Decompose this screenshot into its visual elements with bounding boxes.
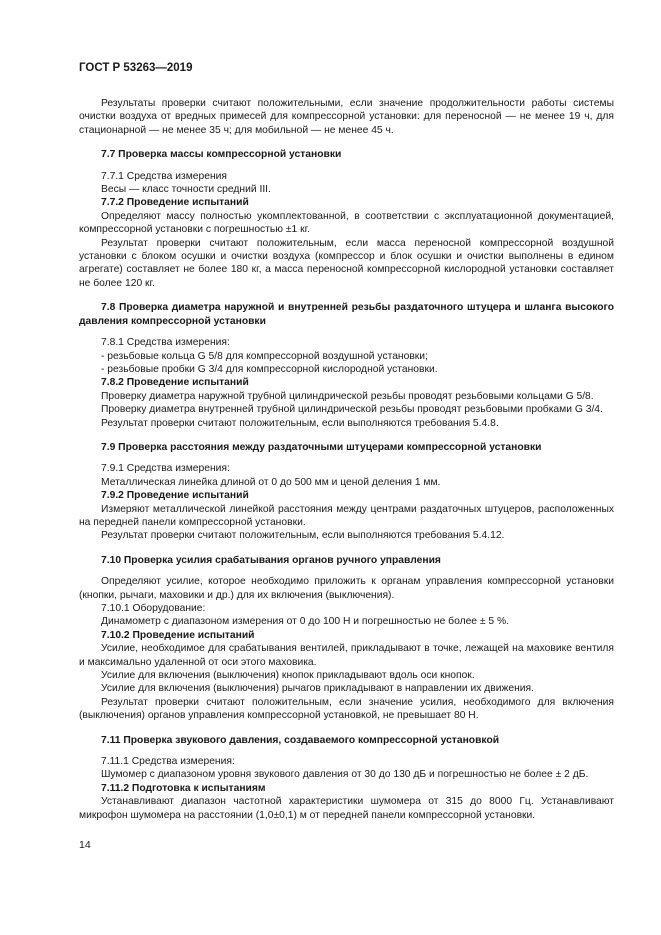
section-7-11-title: 7.11 Проверка звукового давления, создаваемого компрессорной установкой [101,734,500,746]
subsection-7-10-1: 7.10.1 Оборудование: [101,603,206,614]
paragraph: Определяют усилие, которое необходимо приложить к органам управления компрессорной установки (кнопки, рычаги, маховики и др.) для их включения (выключения). [79,576,614,601]
paragraph: Результат проверки считают положительным, если значение усилия, необходимого для включения (выключения) органов управления компрессорной установкой, не превышает 80 Н. [79,696,614,722]
subsection-7-8-1: 7.8.1 Средства измерения: [101,337,230,349]
section-7-9-title: 7.9 Проверка расстояния между раздаточными штуцерами компрессорной установки [101,441,542,453]
paragraph: Измеряют металлической линейкой расстояния между центрами раздаточных штуцеров, расположенных на передней панели компрессорной установки. [79,503,614,528]
paragraph: Результат проверки считают положительным, если выполняются требования 5.4.8. [101,417,499,429]
list-item: - резьбовые кольца G 5/8 для компрессорной воздушной установки; [101,350,428,362]
paragraph: Металлическая линейка длиной от 0 до 500 мм и ценой деления 1 мм. [101,476,441,488]
section-7-10-title: 7.10 Проверка усилия срабатывания органов ручного управления [101,554,441,566]
list-item: - резьбовые пробки G 3/4 для компрессорной кислородной установки. [101,363,438,375]
paragraph: Результат проверки считают положительным, если выполняются требования 5.4.12. [101,530,505,542]
section-7-7-title: 7.7 Проверка массы компрессорной установки [101,149,342,161]
paragraph: Усилие для включения (выключения) кнопок прикладывают вдоль оси кнопок. [101,670,475,682]
paragraph: Результат проверки считают положительным, если масса переносной компрессорной воздушной установки с блоком осушки и очистки воздуха (компрессор и блок осушки и очистки выполнены в едином агрегате) составляет не более 180 кг, а масса переносной компрессорной кислородной установки составляет не более 120 кг. [79,237,614,289]
subsection-7-9-2: 7.9.2 Проведение испытаний [101,490,249,502]
page-number: 14 [79,839,91,851]
paragraph: Определяют массу полностью укомплектованной, в соответствии с эксплуатационной документацией, компрессорной установки с погрешностью ±1 кг. [79,210,614,236]
document-header: ГОСТ Р 53263—2019 [79,62,193,74]
paragraph: Проверку диаметра внутренней трубной цилиндрической резьбы проводят резьбовыми пробками G 3/4. [101,404,603,416]
paragraph: Шумомер с диапазоном уровня звукового давления от 30 до 130 дБ и погрешностью не более ± 2 дБ. [101,769,589,781]
subsection-7-11-2: 7.11.2 Подготовка к испытаниям [101,782,266,794]
intro-paragraph: Результаты проверки считают положительными, если значение продолжительности работы системы очистки воздуха от вредных примесей для компрессорной установки: для переносной — не менее 19 ч, для стационарной — не менее 35 ч; для мобильной — не менее 45 ч. [79,98,614,136]
document-body [79,97,614,822]
subsection-7-11-1: 7.11.1 Средства измерения: [101,756,235,768]
paragraph: Проверку диаметра наружной трубной цилиндрической резьбы проводят резьбовыми кольцами G 5/8. [101,390,594,402]
paragraph: Усилие, необходимое для срабатывания вентилей, прикладывают в точке, лежащей на маховике вентиля и максимально удаленной от оси этого маховика. [79,643,614,668]
subsection-7-8-2: 7.8.2 Проведение испытаний [101,377,249,389]
subsection-7-10-2: 7.10.2 Проведение испытаний [101,629,255,641]
subsection-7-9-1: 7.9.1 Средства измерения: [101,463,230,475]
subsection-7-7-2: 7.7.2 Проведение испытаний [101,197,249,209]
section-7-8-title: 7.8 Проверка диаметра наружной и внутренней резьбы раздаточного штуцера и шланга высокого давления компрессорной установки [79,302,614,327]
paragraph: Усилие для включения (выключения) рычагов прикладывают в направлении их движения. [101,683,534,695]
paragraph: Устанавливают диапазон частотной характеристики шумомера от 315 до 8000 Гц. Устанавливают микрофон шумомера на расстоянии (1,0±0,1) м от передней панели компрессорной установки. [79,796,614,821]
subsection-7-7-1: 7.7.1 Средства измерения [101,170,227,182]
paragraph: Динамометр с диапазоном измерения от 0 до 100 Н и погрешностью не более ± 5 %. [101,616,510,628]
paragraph: Весы — класс точности средний III. [101,184,271,196]
